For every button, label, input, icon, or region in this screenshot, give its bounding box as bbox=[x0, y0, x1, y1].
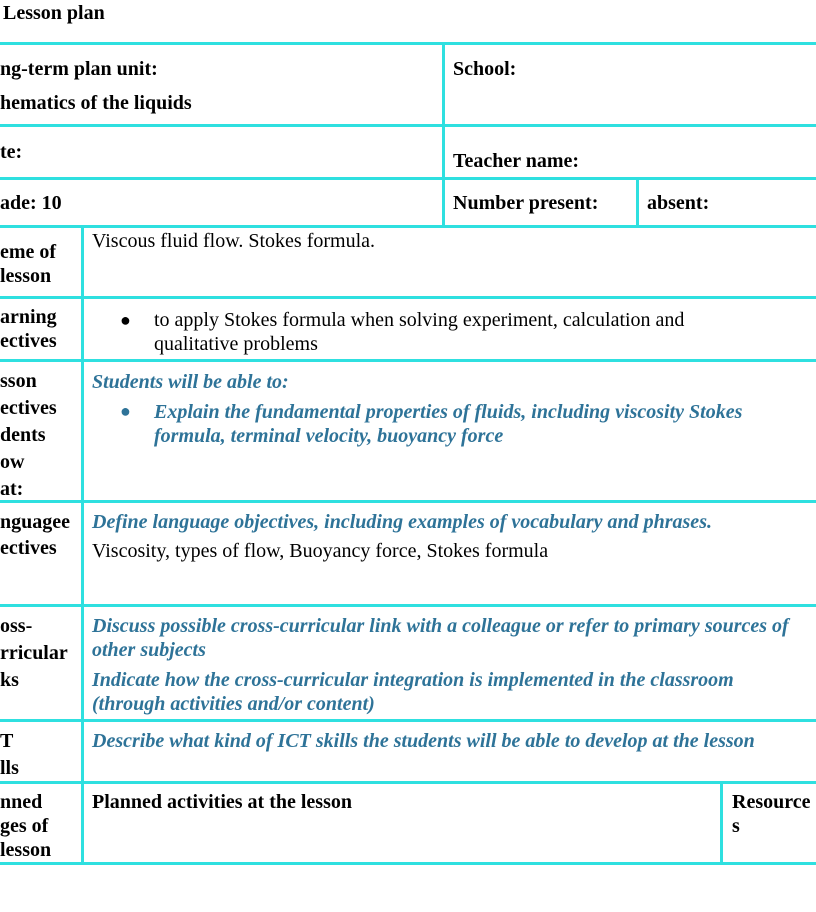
activities-header: Planned activities at the lesson bbox=[92, 791, 352, 813]
grid-line bbox=[442, 42, 445, 226]
ict-label: lls bbox=[0, 757, 19, 779]
language-intro: Define language objectives, including examples of vocabulary and phrases. bbox=[92, 511, 712, 533]
grid-line bbox=[0, 862, 816, 865]
cross-text: (through activities and/or content) bbox=[92, 693, 375, 715]
language-label: ectives bbox=[0, 537, 57, 559]
grid-line bbox=[0, 177, 816, 180]
lesson-obj-label: dents bbox=[0, 424, 46, 446]
lesson-obj-label: ectives bbox=[0, 397, 57, 419]
grid-line bbox=[81, 225, 84, 865]
grid-line bbox=[0, 604, 816, 607]
unit-value: hematics of the liquids bbox=[0, 92, 192, 114]
date-label: te: bbox=[0, 141, 23, 163]
bullet-icon: ● bbox=[120, 401, 131, 421]
planned-label: lesson bbox=[0, 839, 52, 861]
grid-line bbox=[720, 781, 723, 865]
lesson-obj-label: at: bbox=[0, 478, 24, 500]
theme-label: eme of bbox=[0, 241, 57, 263]
grid-line bbox=[0, 225, 816, 228]
ict-label: T bbox=[0, 730, 14, 752]
cross-text: Indicate how the cross-curricular integration is implemented in the classroom bbox=[92, 669, 734, 691]
present-label: Number present: bbox=[453, 192, 599, 214]
grid-line bbox=[0, 500, 816, 503]
ict-text: Describe what kind of ICT skills the students will be able to develop at the lesson bbox=[92, 730, 755, 752]
learning-bullet: qualitative problems bbox=[154, 333, 318, 355]
lesson-obj-bullet: Explain the fundamental properties of fluids, including viscosity Stokes bbox=[154, 401, 743, 423]
lesson-obj-label: sson bbox=[0, 370, 37, 392]
theme-text: Viscous fluid flow. Stokes formula. bbox=[92, 230, 376, 252]
cross-label: rricular bbox=[0, 642, 68, 664]
learning-bullet: to apply Stokes formula when solving experiment, calculation and bbox=[154, 309, 685, 331]
bullet-icon: ● bbox=[120, 310, 131, 330]
grade-label: ade: 10 bbox=[0, 192, 62, 214]
grid-line bbox=[0, 42, 816, 45]
theme-label: lesson bbox=[0, 265, 52, 287]
teacher-label: Teacher name: bbox=[453, 150, 580, 172]
cross-label: ks bbox=[0, 669, 19, 691]
lesson-obj-label: ow bbox=[0, 451, 25, 473]
cross-text: other subjects bbox=[92, 639, 206, 661]
grid-line bbox=[0, 124, 816, 127]
language-text: Viscosity, types of flow, Buoyancy force, Stokes formula bbox=[92, 540, 549, 562]
unit-label: ng-term plan unit: bbox=[0, 58, 158, 80]
page-title: Lesson plan bbox=[3, 2, 105, 24]
school-label: School: bbox=[453, 58, 517, 80]
resources-header: s bbox=[732, 815, 740, 837]
grid-line bbox=[0, 719, 816, 722]
planned-label: nned bbox=[0, 791, 43, 813]
cross-text: Discuss possible cross-curricular link with a colleague or refer to primary sources of bbox=[92, 615, 789, 637]
planned-label: ges of bbox=[0, 815, 49, 837]
language-label: nguagee bbox=[0, 511, 70, 533]
grid-line bbox=[0, 359, 816, 362]
cross-label: oss- bbox=[0, 615, 33, 637]
learning-label: ectives bbox=[0, 330, 57, 352]
learning-label: arning bbox=[0, 306, 57, 328]
absent-label: absent: bbox=[647, 192, 710, 214]
lesson-obj-bullet: formula, terminal velocity, buoyancy force bbox=[154, 425, 504, 447]
lesson-obj-intro: Students will be able to: bbox=[92, 371, 289, 393]
resources-header: Resource bbox=[732, 791, 811, 813]
grid-line bbox=[0, 296, 816, 299]
grid-line bbox=[636, 177, 639, 226]
grid-line bbox=[0, 781, 816, 784]
